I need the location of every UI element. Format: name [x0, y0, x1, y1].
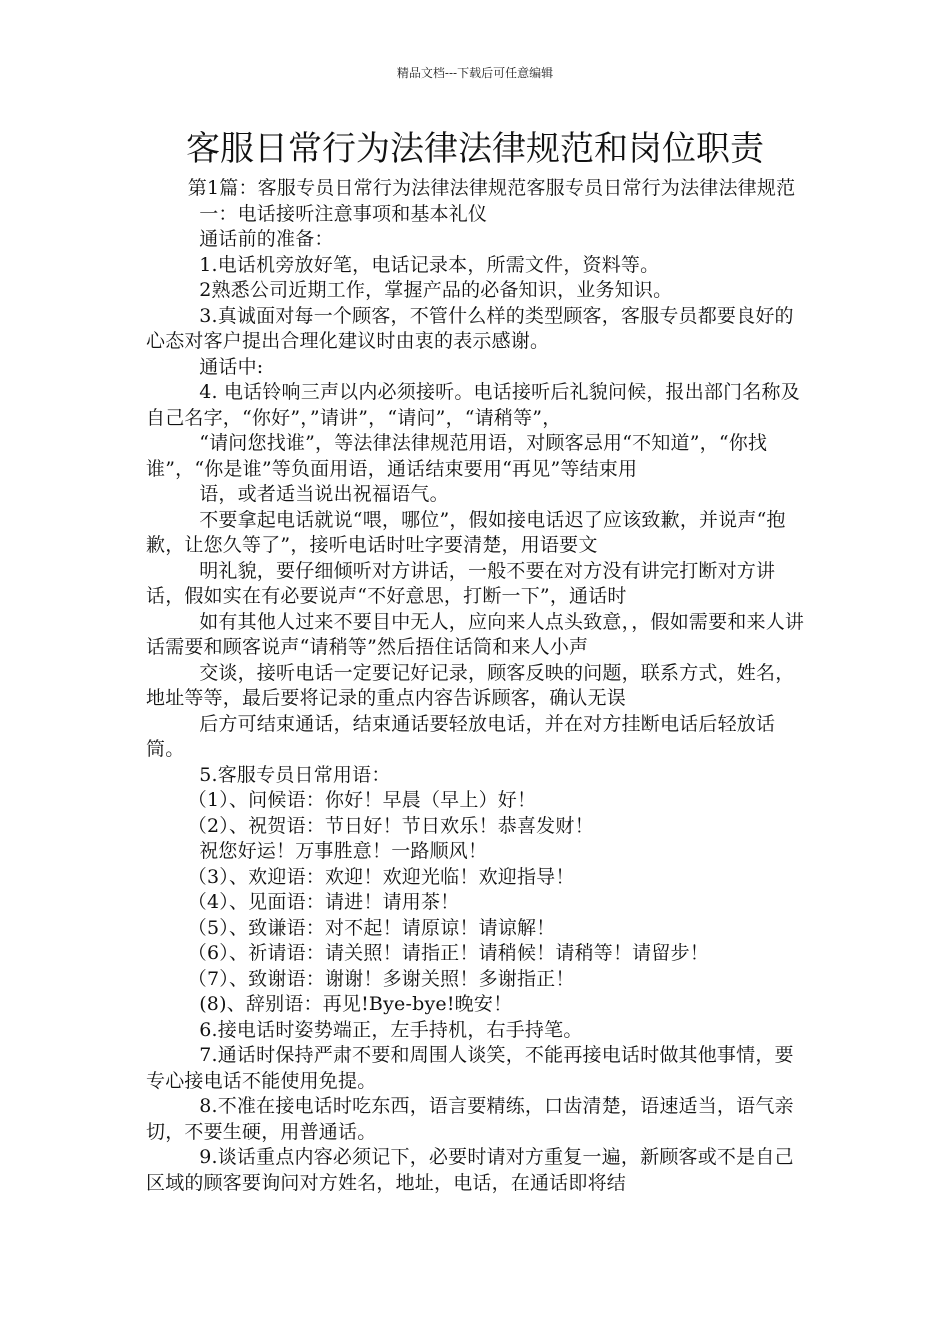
paragraph: （5）、致谦语：对不起！请原谅！请谅解！ [187, 916, 556, 939]
paragraph: 2熟悉公司近期工作，掌握产品的必备知识，业务知识。 [199, 279, 673, 301]
paragraph: （7）、致谢语：谢谢！多谢关照！多谢指正！ [187, 967, 575, 990]
paragraph: 3.真诚面对每一个顾客，不管什么样的类型顾客，客服专员都要良好的心态对客户提出合理化建议时由衷的表示感谢。 [146, 304, 794, 352]
paragraph: 9.谈话重点内容必须记下，必要时请对方重复一遍，新顾客或不是自己区域的顾客要询问对方姓名，地址，电话，在通话即将结 [146, 1146, 794, 1194]
paragraph: （3）、欢迎语：欢迎！欢迎光临！欢迎指导！ [187, 865, 575, 888]
paragraph: 不要拿起电话就说“喂，哪位”，假如接电话迟了应该致歉，并说声“抱歉，让您久等了”，接听电话时吐字要清楚，用语要文 [146, 508, 786, 556]
paragraph: 通话前的准备： [199, 228, 334, 250]
paragraph: 交谈，接听电话一定要记好记录，顾客反映的问题，联系方式，姓名，地址等等，最后要将记录的重点内容告诉顾客，确认无误 [146, 661, 795, 709]
paragraph: 6.接电话时姿势端正，左手持机，右手持笔。 [199, 1018, 583, 1041]
paragraph: （1）、问候语：你好！早晨（早上）好！ [187, 789, 537, 811]
paragraph: 7.通话时保持严肃不要和周围人谈笑，不能再接电话时做其他事情，要专心接电话不能使用免提。 [146, 1044, 794, 1092]
paragraph: “请问您找谁”，等法律法律规范用语，对顾客忌用“不知道”，“你找谁”，“你是谁”等负面用语，通话结束要用“再见”等结束用 [146, 432, 768, 480]
page-header: 精品文档---下载后可任意编辑 [396, 66, 554, 80]
paragraph: 4. 电话铃响三声以内必须接听。电话接听后礼貌问候，报出部门名称及自己名字，“你好”，”请讲”，“请问”，“请稍等”， [146, 381, 800, 429]
paragraph: 祝您好运！万事胜意！一路顺风！ [199, 840, 488, 862]
paragraph: 通话中: [199, 355, 264, 378]
paragraph: 5.客服专员日常用语： [199, 763, 391, 786]
paragraph: 如有其他人过来不要目中无人，应向来人点头致意，，假如需要和来人讲话需要和顾客说声“请稍等”然后捂住话筒和来人小声 [146, 610, 805, 658]
paragraph: 1.电话机旁放好笔，电话记录本，所需文件，资料等。 [199, 253, 660, 276]
paragraph: 语，或者适当说出祝福语气。 [199, 483, 449, 505]
paragraph: （4）、见面语：请进！请用茶！ [187, 891, 460, 913]
paragraph: （6）、祈请语：请关照！请指正！请稍候！请稍等！请留步！ [187, 942, 709, 964]
paragraph: 一：电话接听注意事项和基本礼仪 [199, 202, 488, 225]
paragraph: (8)、辞别语：再见!Bye-bye!晚安！ [199, 993, 513, 1015]
paragraph: 第1篇：客服专员日常行为法律法律规范客服专员日常行为法律法律规范 [187, 177, 796, 199]
document-title: 客服日常行为法律法律规范和岗位职责 [186, 129, 764, 169]
document-body [146, 176, 811, 1196]
paragraph: 明礼貌，要仔细倾听对方讲话，一般不要在对方没有讲完打断对方讲话，假如实在有必要说声“不好意思，打断一下”，通话时 [146, 559, 776, 607]
paragraph: （2）、祝贺语：节日好！节日欢乐！恭喜发财！ [187, 814, 594, 837]
paragraph: 8.不准在接电话时吃东西，语言要精练，口齿清楚，语速适当，语气亲切，不要生硬，用普通话。 [146, 1095, 794, 1143]
paragraph: 后方可结束通话，结束通话要轻放电话，并在对方挂断电话后轻放话筒。 [146, 712, 776, 760]
